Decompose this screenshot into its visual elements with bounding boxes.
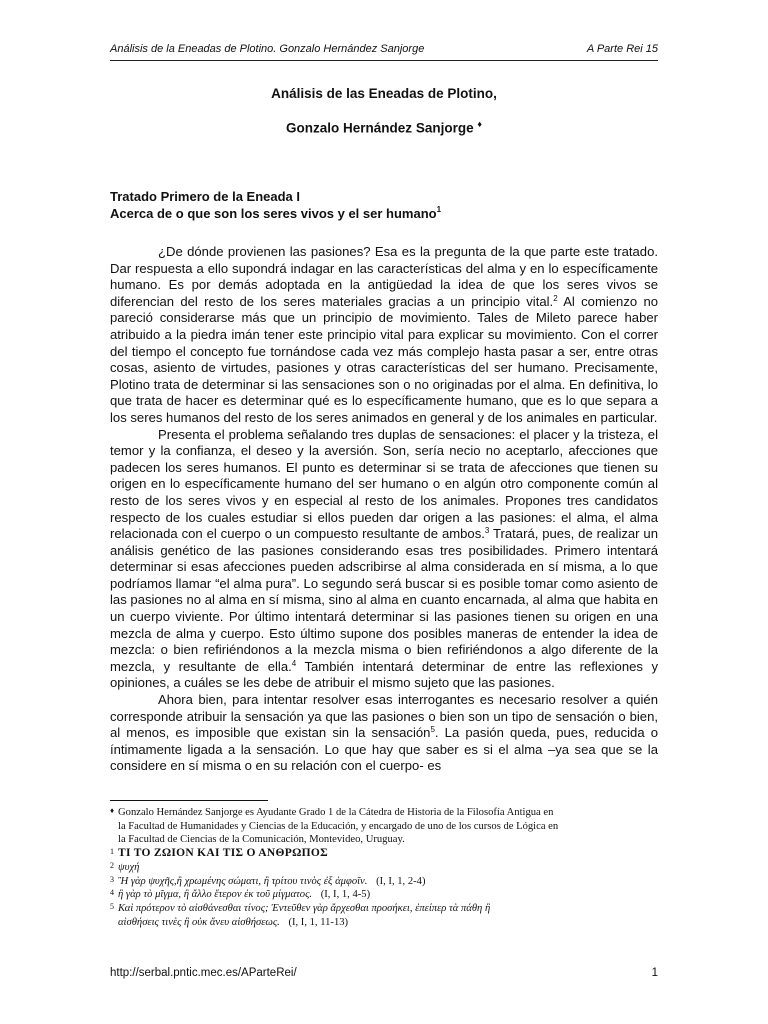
header-title: Análisis de la Eneadas de Plotino. Gonzalo Hernández Sanjorge — [110, 43, 425, 55]
header-journal: A Parte Rei 15 — [586, 43, 658, 55]
footnote-1-text: ΤΙ ΤΟ ΖΩΙΟΝ ΚΑΙ ΤΙΣ Ο ΑΝΘΡΩΠΟΣ — [118, 847, 328, 860]
body-text — [110, 244, 658, 775]
footnotes — [110, 806, 658, 929]
page-number: 1 — [651, 967, 658, 979]
paragraph-2 — [110, 427, 658, 693]
footnote-author-line-2: la Facultad de Humanidades y Ciencias de la Educación, y encargado de uno de los cursos de Lógica en — [118, 820, 559, 832]
treatise-subtitle — [110, 205, 658, 222]
footnote-5-line-1: Καὶ πρότερον τὸ αἰσθάνεσθαι τίνος; Ἐντεῦθεν γὰρ ἄρχεσθαι προσήκει, ἐπείπερ τὰ πάθη ἢ — [118, 902, 491, 914]
footnote-5-citation: (I, I, 1, 11-13) — [288, 916, 349, 928]
footnote-author-line-3: la Facultad de Ciencias de la Comunicación, Montevideo, Uruguay. — [118, 834, 405, 846]
footnote-3-text: Ἢ γὰρ ψυχῆς,ἢ χρωμένης σώματι, ἢ τρίτου τινὸς ἐξ ἀμφοῖν. — [118, 875, 368, 887]
paragraph-3 — [110, 692, 658, 775]
footnote-2 — [110, 861, 658, 875]
footnote-5 — [110, 902, 658, 929]
author-name: Gonzalo Hernández Sanjorge — [286, 120, 474, 136]
footnote-2-text: ψυχή — [118, 861, 140, 873]
footnote-divider — [110, 800, 268, 801]
footnote-3-mark: 3 — [110, 874, 114, 884]
footnote-author — [110, 806, 658, 847]
paragraph-1-text-a: ¿De dónde provienen las pasiones? Esa es la pregunta de la que parte este tratado. Dar respuesta a ello supondrá indagar en las características del alma y en lo específicamente humano. Es por demás adoptada en la antigüedad la idea de que los seres vivos se diferencian del resto de los seres materiales gracias a un principio vital. — [110, 244, 658, 309]
paragraph-1 — [110, 244, 658, 427]
footnote-3-citation: (I, I, 1, 2-4) — [376, 875, 426, 887]
treatise-subtitle-text: Acerca de o que son los seres vivos y el ser humano — [110, 206, 437, 221]
section-heading — [110, 188, 658, 222]
footnote-ref-5: 5 — [430, 725, 435, 735]
footnote-5-mark: 5 — [110, 901, 114, 911]
paragraph-3-text-b: . La pasión queda, pues, reducida o íntimamente ligada a la sensación. Lo que hay que saber es si el alma –ya sea que se la considere en sí misma o en su relación con el cuerpo- es — [110, 725, 659, 774]
footnote-1-mark: 1 — [110, 847, 114, 857]
title-block — [110, 86, 658, 136]
footnote-3 — [110, 875, 658, 889]
footnote-author-mark: ♦ — [110, 806, 115, 815]
treatise-title: Tratado Primero de la Eneada I — [110, 189, 301, 204]
paragraph-2-text-c: También intentará determinar de entre las reflexiones y opiniones, a cuáles se les debe de atribuir el mismo sujeto que las pasiones. — [110, 658, 658, 691]
paragraph-1-text-b: Al comienzo no pareció considerarse más que un principio de movimiento. Tales de Mileto parece haber atribuido a la piedra imán tener este principio vital para explicar su movimiento. Con el correr del tiempo el concepto fue tornándose cada vez más complejo hasta pasar a ser, entre otras cosas, asiento de virtudes, pasiones y otras características del ser humano. Precisamente, Plotino trata de determinar si las sensaciones son o no originadas por el alma. En definitiva, lo que trata de hacer es determinar qué es lo específicamente humano, que es lo que separa a los seres humanos del resto de los seres animados en general y de los animales en particular. — [110, 293, 659, 425]
footnote-4-text: ἢ γὰρ τὸ μῖγμα, ἢ ἄλλο ἕτερον ἐκ τοῦ μίγματος. — [118, 889, 313, 901]
footnote-2-mark: 2 — [110, 860, 114, 870]
footnote-ref-2: 2 — [553, 293, 558, 303]
author-line — [110, 119, 658, 136]
footnote-4 — [110, 888, 658, 902]
footnote-4-mark: 4 — [110, 888, 114, 898]
footnote-5-line-2: αἰσθήσεις τινὲς ἢ οὐκ ἄνευ αἰσθήσεως. — [118, 916, 280, 928]
paragraph-2-text-a: Presenta el problema señalando tres duplas de sensaciones: el placer y la tristeza, el temor y la confianza, el deseo y la aversión. Son, sería necio no aceptarlo, afecciones que padecen los seres humanos. El punto es determinar si se trata de afecciones que tienen su origen en lo específicamente humano del ser humano o en algún otro componente común al resto de los seres vivos y en especial al resto de los animales. Propones tres candidatos respecto de los cuales estudiar si ellos pueden dar origen a las pasiones: el alma, el alma relacionada con el cuerpo o un compuesto resultante de ambos. — [110, 426, 658, 542]
footnote-4-citation: (I, I, 1, 4-5) — [320, 889, 371, 901]
running-header — [110, 42, 658, 61]
author-footnote-mark: ♦ — [477, 119, 482, 129]
footnote-author-line-1: Gonzalo Hernández Sanjorge es Ayudante Grado 1 de la Cátedra de Historia de la Filosofía Antigua en — [118, 807, 554, 818]
footer-url[interactable]: http://serbal.pntic.mec.es/AParteRei/ — [110, 967, 297, 979]
paragraph-3-text-a: Ahora bien, para intentar resolver esas interrogantes es necesario resolver a quién corresponde atribuir la sensación ya que las pasiones o bien son un tipo de sensación o bien, al menos, es imposible que existan sin la sensación — [110, 692, 658, 741]
footnote-ref-1: 1 — [436, 205, 442, 214]
footnote-1 — [110, 847, 658, 861]
running-footer — [110, 967, 658, 983]
paragraph-2-text-b: Tratará, pues, de realizar un análisis genético de las pasiones considerando esas tres posibilidades. Primero intentará determinar si esas afecciones pueden adscribirse al alma considerada en sí misma, a lo que podríamos llamar “el alma pura”. Lo segundo será buscar si es posible tomar como asiento de las pasiones no al alma en sí misma, sino al alma en cuanto encarnada, al alma que habita en un cuerpo viviente. Por último intentará determinar si las pasiones tienen su origen en una mezcla de alma y cuerpo. Esto último supone dos posibles maneras de entender la idea de mezcla: o bien refiriéndonos a la mezcla misma o bien refiriéndonos a algo diferente de la mezcla, y resultante de ella. — [110, 526, 658, 674]
footnote-ref-3: 3 — [484, 526, 490, 536]
document-title: Análisis de las Eneadas de Plotino, — [271, 86, 497, 101]
footnote-ref-4: 4 — [291, 658, 297, 668]
